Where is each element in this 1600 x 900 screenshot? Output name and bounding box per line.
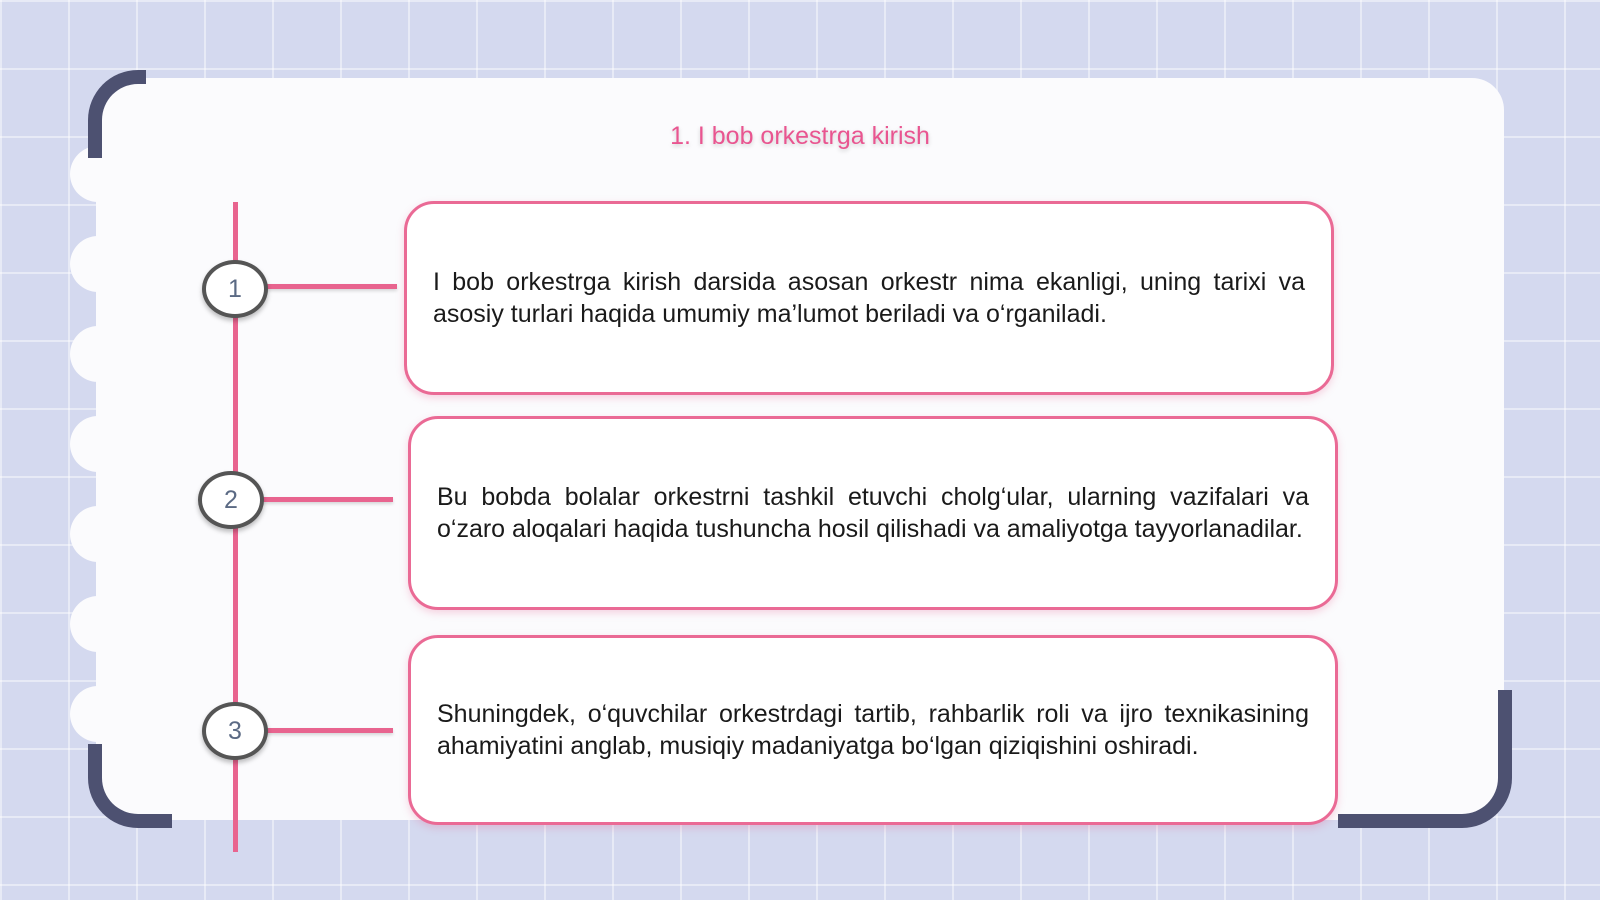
scallop-edge [70, 506, 126, 562]
step-number-3: 3 [202, 702, 268, 760]
scallop-edge [70, 236, 126, 292]
scallop-edge [70, 416, 126, 472]
timeline-connector [262, 728, 393, 733]
frame-corner-bottom-left [88, 744, 172, 828]
scallop-edge [70, 596, 126, 652]
step-box-1 [404, 201, 1334, 395]
scallop-edge [70, 326, 126, 382]
frame-corner-top-left [88, 70, 146, 158]
step-number-1: 1 [202, 260, 268, 318]
frame-corner-bottom-right [1338, 690, 1512, 828]
step-text-1: I bob orkestrga kirish darsida asosan orkestr nima ekanligi, uning tarixi va asosiy turlari haqida umumiy ma’lumot beriladi va o‘rganiladi. [433, 268, 1305, 328]
scallop-edge [70, 686, 126, 742]
step-number-2: 2 [198, 471, 264, 529]
slide-title: 1. I bob orkestrga kirish [670, 122, 930, 150]
step-box-2 [408, 416, 1338, 610]
step-text-3: Shuningdek, o‘quvchilar orkestrdagi tartib, rahbarlik roli va ijro texnikasining ahamiyatini anglab, musiqiy madaniyatga bo‘lgan qiziqishini oshiradi. [437, 700, 1309, 760]
step-text-2: Bu bobda bolalar orkestrni tashkil etuvchi cholg‘ular, ularning vazifalari va o‘zaro aloqalari haqida tushuncha hosil qilishadi va amaliyotga tayyorlanadilar. [437, 483, 1309, 543]
timeline-connector [258, 497, 393, 502]
step-box-3 [408, 635, 1338, 825]
timeline-connector [262, 284, 397, 289]
